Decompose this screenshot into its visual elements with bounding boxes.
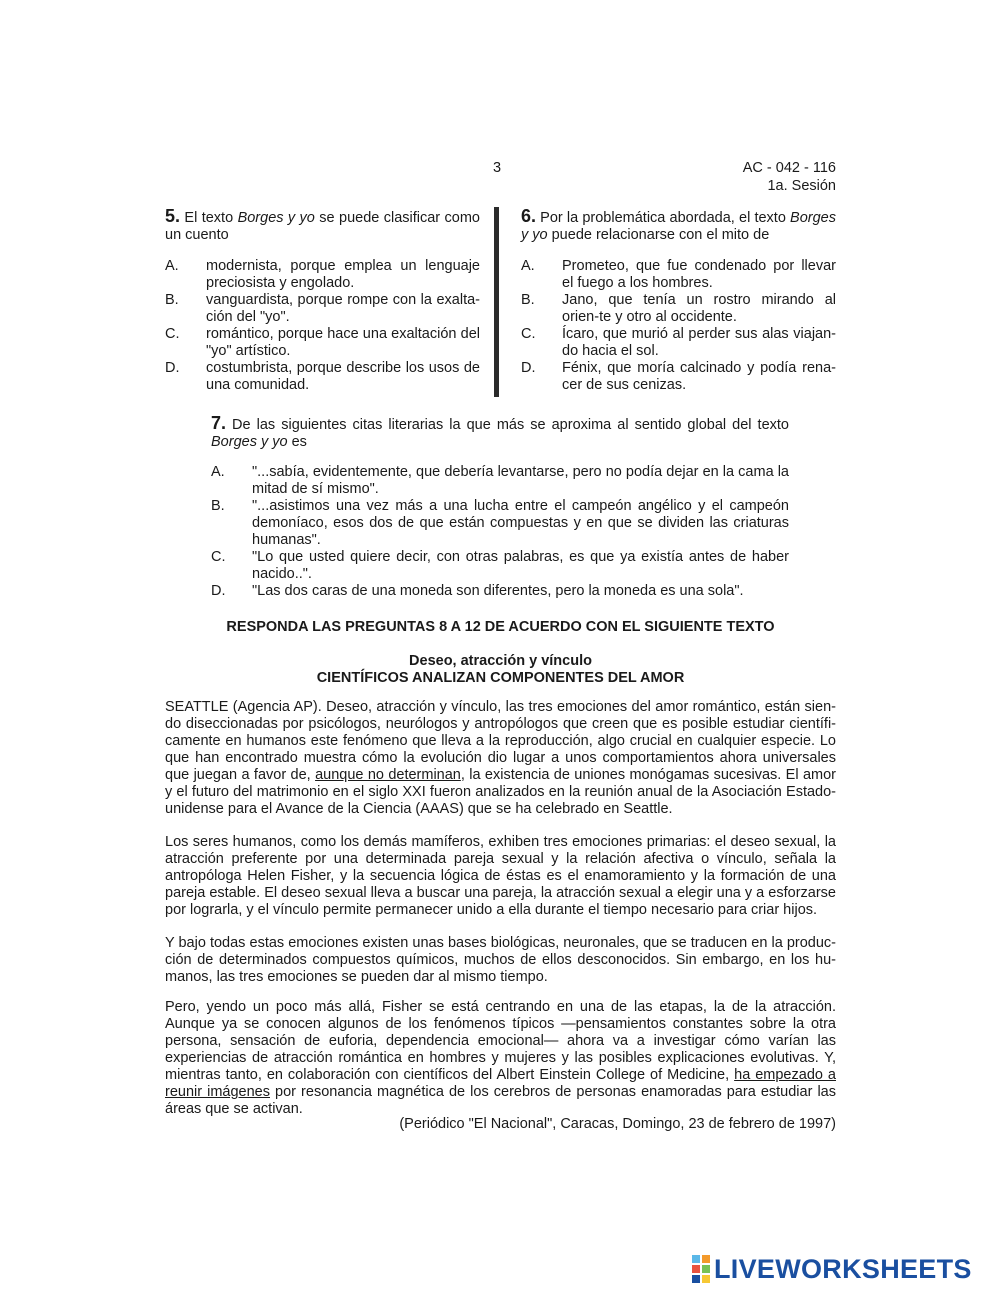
question-5-number: 5. <box>165 206 181 226</box>
underlined-phrase-2: ha empezado a reunir imágenes <box>165 1067 836 1100</box>
underlined-phrase-1: aunque no determinan <box>315 767 461 783</box>
liveworksheets-wordmark: LIVEWORKSHEETS <box>714 1253 972 1284</box>
question-7-option-d[interactable]: D. "Las dos caras de una moneda son diferentes, pero la moneda es una sola". <box>211 583 744 599</box>
question-5-stem: 5. El texto Borges y yo se puede clasificar como un cuento <box>165 206 480 243</box>
question-5-option-a[interactable]: A. modernista, porque emplea un lenguaje preciosista y engolado. <box>165 258 480 291</box>
article-paragraph-2: Los seres humanos, como los demás mamíferos, exhiben tres emociones primarias: el deseo sexual, la atracción preferente por una determinada pareja sexual y la relación afectiva o vínculo, señala la antropóloga Helen Fisher, y la secuencia lógica de éstas es el enamoramiento y la formación de una pareja estable. El deseo sexual lleva a buscar una pareja, la atracción sexual a elegir una y a esforzarse por lograrla, y el vínculo permite permanecer unido a ella durante el tiempo necesario para criar hijos. <box>165 834 836 918</box>
article-source: (Periódico "El Nacional", Caracas, Domingo, 23 de febrero de 1997) <box>399 1116 836 1132</box>
question-7-option-c[interactable]: C. "Lo que usted quiere decir, con otras palabras, es que ya existía antes de haber nacido..". <box>211 549 789 582</box>
column-divider <box>494 207 499 397</box>
question-7-option-a[interactable]: A. "...sabía, evidentemente, que debería levantarse, pero no podía dejar en la cama la mitad de sí mismo". <box>211 464 789 497</box>
article-title: CIENTÍFICOS ANALIZAN COMPONENTES DEL AMOR <box>316 670 685 686</box>
instruction-heading: RESPONDA LAS PREGUNTAS 8 A 12 DE ACUERDO CON EL SIGUIENTE TEXTO <box>226 619 775 635</box>
question-5-option-b[interactable]: B. vanguardista, porque rompe con la exalta-ción del "yo". <box>165 292 480 325</box>
page-number: 3 <box>493 160 502 176</box>
question-7-option-b[interactable]: B. "...asistimos una vez más a una lucha entre el campeón angélico y el campeón demoníaco, esos dos de que están compuestas y en que se dividen las criaturas humanas". <box>211 498 789 548</box>
session-label: 1a. Sesión <box>767 178 836 194</box>
article-subtitle: Deseo, atracción y vínculo <box>409 653 592 669</box>
question-6-number: 6. <box>521 206 537 226</box>
logo-blocks-icon <box>692 1255 710 1283</box>
question-5-option-c[interactable]: C. romántico, porque hace una exaltación del "yo" artístico. <box>165 326 480 359</box>
question-6-option-a[interactable]: A. Prometeo, que fue condenado por llevar el fuego a los hombres. <box>521 258 836 291</box>
question-7-stem: 7. De las siguientes citas literarias la que más se aproxima al sentido global del texto Borges y yo es <box>211 413 789 450</box>
question-6-stem: 6. Por la problemática abordada, el texto Borges y yo puede relacionarse con el mito de <box>521 206 836 243</box>
question-6-option-d[interactable]: D. Fénix, que moría calcinado y podía rena-cer de sus cenizas. <box>521 360 836 393</box>
article-paragraph-1: SEATTLE (Agencia AP). Deseo, atracción y vínculo, las tres emociones del amor romántico, están sien-do diseccionadas por psicólogos, neurólogos y antropólogos que creen que es posible estudiar científi-camente en humanos este fenómeno que lleva a la reproducción, algo crucial en cualquier especie. Lo que han encontrado muestra cómo la evolución dio lugar a unos comportamientos ahora universales que juegan a favor de, aunque no determinan, la existencia de uniones monógamas sucesivas. El amor y el futuro del matrimonio en el siglo XXI fueron analizados en la reunión anual de la Asociación Estado-unidense para el Avance de la Ciencia (AAAS) que se ha celebrado en Seattle. <box>165 699 836 817</box>
exam-code: AC - 042 - 116 <box>742 160 836 176</box>
question-7-number: 7. <box>211 413 227 433</box>
question-6-option-b[interactable]: B. Jano, que tenía un rostro mirando al orien-te y otro al occidente. <box>521 292 836 325</box>
question-6-option-c[interactable]: C. Ícaro, que murió al perder sus alas viajan-do hacia el sol. <box>521 326 836 359</box>
question-5-option-d[interactable]: D. costumbrista, porque describe los usos de una comunidad. <box>165 360 480 393</box>
liveworksheets-logo <box>692 1254 972 1284</box>
article-paragraph-3: Y bajo todas estas emociones existen unas bases biológicas, neuronales, que se traducen en la produc-ción de determinados compuestos químicos, muchos de ellos desconocidos. Sin embargo, en los hu-manos, las tres emociones se pueden dar al mismo tiempo. <box>165 935 836 985</box>
article-paragraph-4: Pero, yendo un poco más allá, Fisher se está centrando en una de las etapas, la de la atracción. Aunque ya se conocen algunos de los fenómenos típicos —pensamientos constantes sobre la otra persona, sensación de euforia, dependencia emocional— ahora va a investigar cómo varían las experiencias de atracción romántica en hombres y mujeres y las posibles explicaciones evolutivas. Y, mientras tanto, en colaboración con científicos del Albert Einstein College of Medicine, ha empezado a reunir imágenes por resonancia magnética de los cerebros de personas enamoradas para estudiar las áreas que se activan. <box>165 999 836 1117</box>
